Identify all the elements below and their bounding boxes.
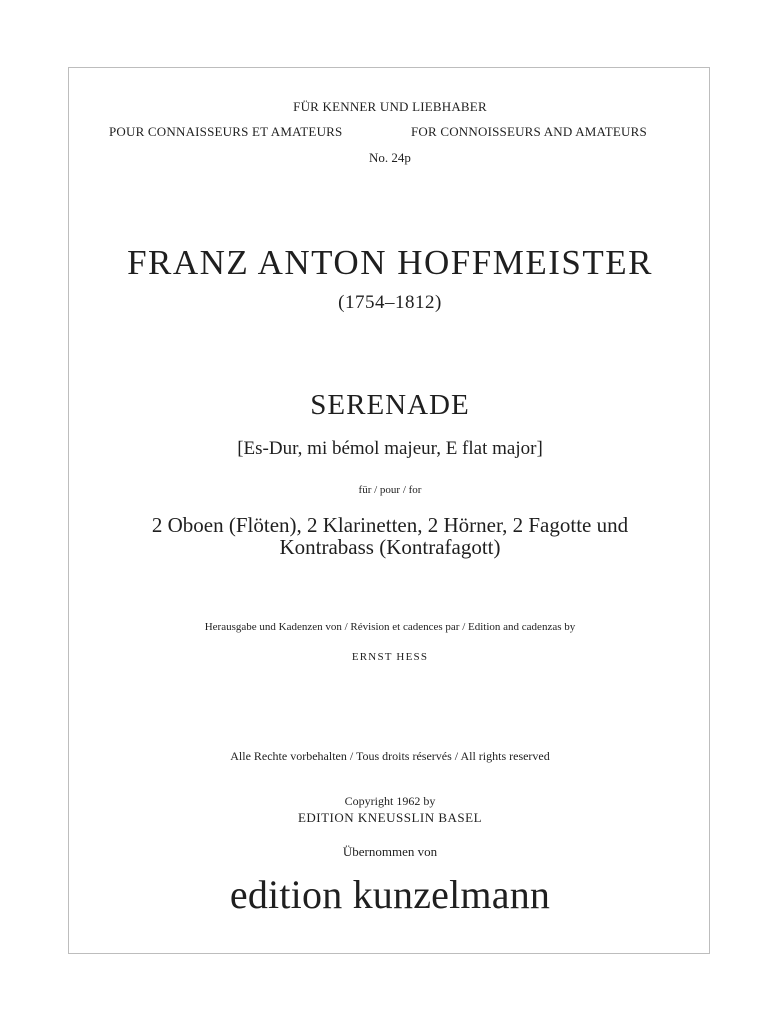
work-title: SERENADE	[310, 389, 470, 421]
editor-name: ERNST HESS	[351, 651, 429, 663]
taken-over-label: Übernommen von	[342, 844, 438, 859]
for-label: für / pour / for	[358, 484, 422, 496]
publisher-imprint: edition kunzelmann	[229, 872, 551, 917]
series-title-german: FÜR KENNER UND LIEBHABER	[293, 99, 487, 114]
edition-credit-label: Herausgabe und Kadenzen von / Révision et cadences par / Edition and cadenzas by	[204, 621, 576, 633]
original-publisher: EDITION KNEUSSLIN BASEL	[297, 810, 483, 825]
copyright-line: Copyright 1962 by	[344, 794, 436, 808]
series-title-french: POUR CONNAISSEURS ET AMATEURS	[109, 124, 343, 139]
instrumentation-line-2: Kontrabass (Kontrafagott)	[279, 535, 501, 559]
series-title-english: FOR CONNOISSEURS AND AMATEURS	[411, 124, 647, 139]
composer-name: FRANZ ANTON HOFFMEISTER	[127, 243, 653, 282]
series-number: No. 24p	[369, 150, 411, 165]
rights-notice: Alle Rechte vorbehalten / Tous droits réservés / All rights reserved	[230, 749, 550, 763]
work-key: [Es-Dur, mi bémol majeur, E flat major]	[237, 438, 543, 459]
composer-dates: (1754–1812)	[338, 292, 442, 313]
instrumentation-line-1: 2 Oboen (Flöten), 2 Klarinetten, 2 Hörner, 2 Fagotte und	[151, 513, 629, 537]
